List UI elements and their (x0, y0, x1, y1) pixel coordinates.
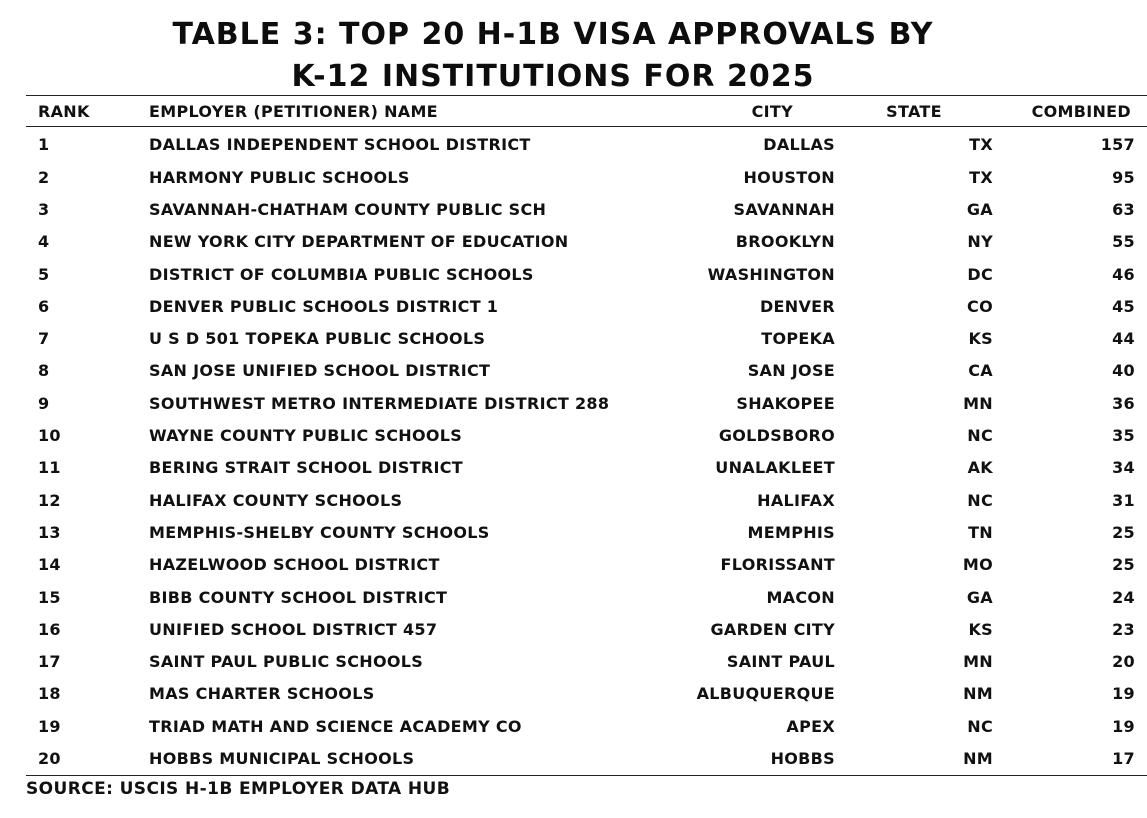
cell-employer: HAZELWOOD SCHOOL DISTRICT (149, 555, 440, 575)
table-row (26, 549, 1147, 581)
cell-city: SAVANNAH (733, 199, 835, 219)
cell-state: GA (966, 587, 993, 607)
cell-employer: MEMPHIS-SHELBY COUNTY SCHOOLS (149, 522, 490, 542)
table-row (26, 710, 1147, 742)
table-header (26, 96, 1147, 127)
header-employer: EMPLOYER (PETITIONER) NAME (149, 96, 629, 127)
title-line-2: K-12 INSTITUTIONS FOR 2025 (291, 59, 815, 94)
cell-combined: 19 (1112, 684, 1135, 704)
cell-city: DENVER (759, 296, 835, 316)
cell-combined: 31 (1112, 490, 1135, 510)
cell-city: UNALAKLEET (715, 458, 835, 478)
cell-city: BROOKLYN (735, 232, 835, 252)
cell-state: NY (967, 232, 993, 252)
cell-city: TOPEKA (761, 329, 835, 349)
cell-state: TN (968, 522, 993, 542)
cell-combined: 25 (1112, 555, 1135, 575)
table-row (26, 516, 1147, 548)
cell-employer: HOBBS MUNICIPAL SCHOOLS (149, 742, 629, 775)
cell-rank: 10 (38, 426, 61, 446)
cell-city: WASHINGTON (707, 264, 835, 284)
cell-rank: 5 (38, 264, 50, 284)
cell-state: MO (962, 555, 993, 575)
cell-state: MN (963, 393, 993, 413)
cell-city: HOBBS (629, 742, 835, 775)
cell-state: AK (967, 458, 993, 478)
cell-state: CO (967, 296, 993, 316)
cell-employer: U S D 501 TOPEKA PUBLIC SCHOOLS (149, 329, 486, 349)
cell-city: ALBUQUERQUE (696, 684, 835, 704)
cell-employer: SAVANNAH-CHATHAM COUNTY PUBLIC SCH (149, 199, 547, 219)
cell-rank: 4 (38, 232, 50, 252)
cell-city: APEX (786, 716, 835, 736)
cell-city: MACON (766, 587, 835, 607)
table-row (26, 678, 1147, 710)
table-body (26, 127, 1147, 776)
cell-state: NC (967, 490, 993, 510)
cell-rank: 12 (38, 490, 61, 510)
cell-rank: 20 (26, 742, 149, 775)
table-row (26, 581, 1147, 613)
cell-rank: 2 (38, 167, 50, 187)
cell-employer: SAINT PAUL PUBLIC SCHOOLS (149, 652, 424, 672)
table-row (26, 452, 1147, 484)
table-row (26, 484, 1147, 516)
cell-combined: 23 (1112, 619, 1135, 639)
cell-combined: 55 (1112, 232, 1135, 252)
cell-employer: UNIFIED SCHOOL DISTRICT 457 (149, 619, 438, 639)
cell-city: DALLAS (763, 134, 835, 154)
cell-employer: NEW YORK CITY DEPARTMENT OF EDUCATION (149, 232, 569, 252)
cell-rank: 18 (38, 684, 61, 704)
page-title (0, 14, 1106, 98)
table-row (26, 645, 1147, 677)
cell-state: NM (835, 742, 993, 775)
cell-combined: 20 (1112, 652, 1135, 672)
title-line-1: TABLE 3: TOP 20 H-1B VISA APPROVALS BY (172, 17, 934, 52)
cell-city: SAINT PAUL (726, 652, 835, 672)
cell-combined: 34 (1112, 458, 1135, 478)
table-row (26, 193, 1147, 225)
cell-city: SAN JOSE (747, 361, 835, 381)
header-combined: COMBINED (993, 96, 1147, 127)
cell-city: SHAKOPEE (736, 393, 835, 413)
cell-rank: 16 (38, 619, 61, 639)
approvals-table (26, 95, 1147, 776)
cell-combined: 24 (1112, 587, 1135, 607)
header-city: CITY (629, 96, 835, 127)
cell-combined: 45 (1112, 296, 1135, 316)
cell-rank: 14 (38, 555, 61, 575)
cell-city: GARDEN CITY (710, 619, 835, 639)
cell-rank: 1 (38, 134, 50, 154)
cell-employer: DENVER PUBLIC SCHOOLS DISTRICT 1 (149, 296, 499, 316)
table-row (26, 355, 1147, 387)
cell-rank: 13 (38, 522, 61, 542)
cell-city: HOUSTON (743, 167, 835, 187)
cell-state: GA (966, 199, 993, 219)
cell-employer: WAYNE COUNTY PUBLIC SCHOOLS (149, 426, 463, 446)
table-row (26, 226, 1147, 258)
cell-employer: BIBB COUNTY SCHOOL DISTRICT (149, 587, 448, 607)
header-state: STATE (835, 96, 993, 127)
cell-combined: 36 (1112, 393, 1135, 413)
cell-city: FLORISSANT (720, 555, 835, 575)
cell-rank: 9 (38, 393, 50, 413)
cell-state: TX (969, 134, 993, 154)
table-row (26, 290, 1147, 322)
cell-rank: 19 (38, 716, 61, 736)
header-row (26, 96, 1147, 127)
cell-combined: 17 (993, 742, 1147, 775)
table-row (26, 322, 1147, 354)
cell-rank: 15 (38, 587, 61, 607)
cell-state: KS (968, 329, 993, 349)
cell-employer: HALIFAX COUNTY SCHOOLS (149, 490, 403, 510)
cell-combined: 40 (1112, 361, 1135, 381)
table-row (26, 419, 1147, 451)
cell-employer: BERING STRAIT SCHOOL DISTRICT (149, 458, 463, 478)
cell-state: MN (963, 652, 993, 672)
cell-combined: 35 (1112, 426, 1135, 446)
cell-rank: 8 (38, 361, 50, 381)
table-row (26, 161, 1147, 193)
cell-rank: 7 (38, 329, 50, 349)
table-container (26, 95, 1135, 776)
cell-state: KS (968, 619, 993, 639)
cell-state: CA (968, 361, 993, 381)
cell-employer: DISTRICT OF COLUMBIA PUBLIC SCHOOLS (149, 264, 534, 284)
table-row (26, 127, 1147, 162)
cell-state: NC (967, 426, 993, 446)
cell-city: MEMPHIS (747, 522, 835, 542)
cell-combined: 19 (1112, 716, 1135, 736)
cell-rank: 3 (38, 199, 50, 219)
source-note: SOURCE: USCIS H-1B EMPLOYER DATA HUB (26, 779, 451, 799)
cell-employer: HARMONY PUBLIC SCHOOLS (149, 167, 410, 187)
table-row (26, 613, 1147, 645)
table-row (26, 387, 1147, 419)
cell-employer: SAN JOSE UNIFIED SCHOOL DISTRICT (149, 361, 491, 381)
cell-rank: 11 (38, 458, 61, 478)
cell-state: DC (967, 264, 993, 284)
cell-rank: 6 (38, 296, 50, 316)
cell-combined: 95 (1112, 167, 1135, 187)
cell-combined: 46 (1112, 264, 1135, 284)
table-row (26, 258, 1147, 290)
header-rank: RANK (26, 96, 149, 127)
cell-state: NM (963, 684, 993, 704)
cell-combined: 157 (1100, 134, 1135, 154)
cell-rank: 17 (38, 652, 61, 672)
cell-employer: DALLAS INDEPENDENT SCHOOL DISTRICT (149, 134, 531, 154)
cell-state: NC (967, 716, 993, 736)
cell-employer: MAS CHARTER SCHOOLS (149, 684, 375, 704)
cell-combined: 63 (1112, 199, 1135, 219)
table-row (26, 742, 1147, 775)
cell-combined: 25 (1112, 522, 1135, 542)
cell-employer: TRIAD MATH AND SCIENCE ACADEMY CO (149, 716, 522, 736)
cell-employer: SOUTHWEST METRO INTERMEDIATE DISTRICT 288 (149, 393, 610, 413)
cell-combined: 44 (1112, 329, 1135, 349)
cell-state: TX (969, 167, 993, 187)
cell-city: GOLDSBORO (718, 426, 835, 446)
cell-city: HALIFAX (757, 490, 835, 510)
